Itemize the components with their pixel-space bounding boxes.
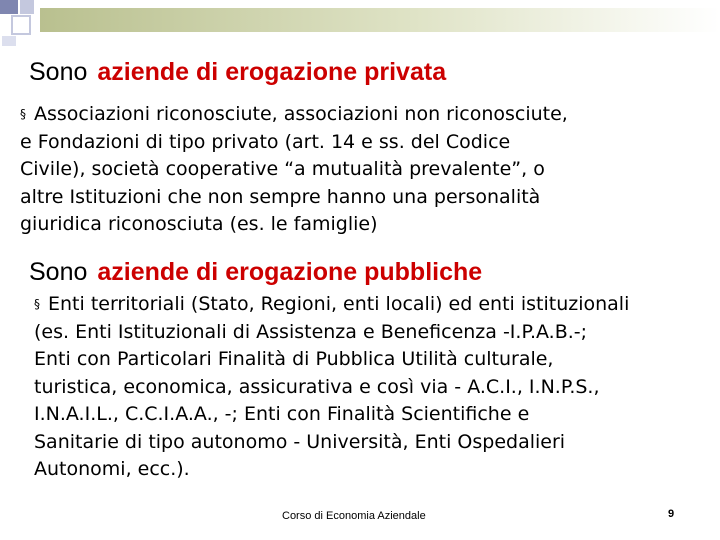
section-heading-private: [29, 58, 446, 87]
bullet-paragraph-public: [34, 291, 714, 484]
line-text: Associazioni riconosciute, associazioni non riconosciute,: [34, 103, 568, 125]
deco-square: [2, 36, 16, 46]
section-heading-public: [29, 258, 482, 287]
paragraph-line: turistica, economica, assicurativa e così via - A.C.I., I.N.P.S.,: [34, 375, 600, 398]
paragraph-line: [34, 291, 714, 319]
paragraph-line: Enti con Particolari Finalità di Pubblica Utilità culturale,: [34, 348, 554, 370]
heading-lead: Sono: [29, 58, 88, 86]
deco-square: [0, 0, 18, 14]
heading-lead: Sono: [29, 258, 88, 286]
paragraph-line: e Fondazioni di tipo privato (art. 14 e ss. del Codice: [20, 130, 511, 153]
paragraph-line: [20, 101, 710, 129]
deco-square: [20, 0, 34, 14]
paragraph-line: Sanitarie di tipo autonomo - Università, Enti Ospedalieri: [34, 430, 566, 453]
paragraph-line: giuridica riconosciuta (es. le famiglie): [20, 213, 378, 235]
header-decoration: [0, 0, 720, 50]
deco-square: [12, 16, 30, 34]
line-text: Enti territoriali (Stato, Regioni, enti locali) ed enti istituzionali: [48, 293, 630, 315]
bullet-paragraph-private: [20, 101, 710, 239]
paragraph-line: altre Istituzioni che non sempre hanno una personalità: [20, 185, 541, 208]
paragraph-line: (es. Enti Istituzionali di Assistenza e Beneficenza -I.P.A.B.-;: [34, 320, 588, 343]
bullet-icon: §: [20, 107, 26, 121]
paragraph-line: Autonomi, ecc.).: [34, 458, 190, 480]
heading-emphasis: aziende di erogazione privata: [97, 58, 447, 86]
page-number: 9: [668, 508, 675, 520]
bullet-icon: §: [34, 297, 40, 311]
header-gradient-bar: [40, 8, 720, 32]
paragraph-line: Civile), società cooperative “a mutualità prevalente”, o: [20, 158, 545, 180]
footer-course-title: Corso di Economia Aziendale: [282, 510, 426, 522]
paragraph-line: I.N.A.I.L., C.C.I.A.A., -; Enti con Finalità Scientifiche e: [34, 403, 530, 425]
heading-emphasis: aziende di erogazione pubbliche: [97, 258, 483, 286]
